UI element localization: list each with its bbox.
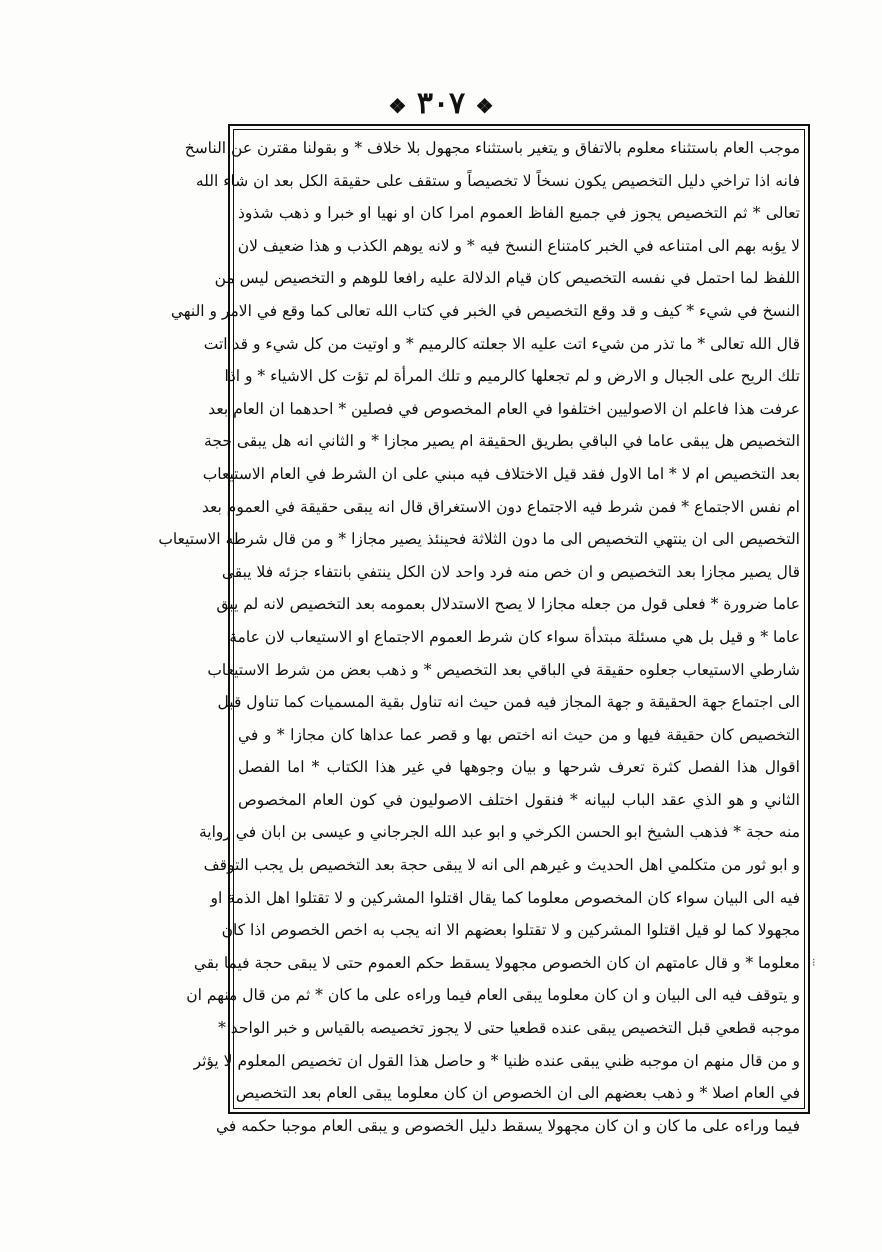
text-line: التخصيص هل يبقى عاما في الباقي بطريق الحقيقة ام يصير مجازا * و الثاني انه هل يبقى حجة: [204, 432, 800, 451]
text-line: الثاني و هو الذي عقد الباب لبيانه * فنقول اختلف الاصوليون في كون العام المخصوص: [238, 790, 800, 809]
text-line: النسخ في شيء * كيف و قد وقع التخصيص في الخبر في كتاب الله تعالى كما وقع في الامر و النهي: [170, 301, 800, 320]
text-line: بعد التخصيص ام لا * اما الاول فقد قيل الاختلاف فيه مبني على ان الشرط في العام الاستيعاب: [202, 464, 800, 483]
text-line: شارطي الاستيعاب جعلوه حقيقة في الباقي بعد التخصيص * و ذهب بعض من شرط الاستيعاب: [207, 660, 800, 679]
margin-mark: ⁝: [812, 956, 816, 969]
text-line: في العام اصلا * و ذهب بعضهم الى ان الخصوص ان كان معلوما يبقى العام بعد التخصيص: [235, 1084, 800, 1103]
text-line: التخصيص كان حقيقة فيها و من حيث انه اختص بها و قصر عما عداها كان مجازا * و في: [238, 725, 800, 744]
text-line: تلك الريح على الجبال و الارض و لم تجعلها كالرميم و تلك المرأة لم تؤت كل الاشياء * و اذا: [224, 367, 800, 386]
text-line: اللفظ لما احتمل في نفسه التخصيص كان قيام الدلالة عليه رافعا للوهم و التخصيص ليس من: [214, 269, 800, 288]
text-line: الى اجتماع جهة الحقيقة و جهة المجاز فيه فمن حيث انه تناول بقية المسميات كما تناول قبل: [217, 693, 800, 712]
text-line: قال الله تعالى * ما تذر من شيء اتت عليه الا جعلته كالرميم * و اوتيت من كل شيء و قد اتت: [203, 334, 800, 353]
body-text: [158, 128, 806, 1135]
text-line: عرفت هذا فاعلم ان الاصوليين اختلفوا في العام المخصوص في فصلين * احدهما ان العام بعد: [208, 399, 800, 418]
text-line: موجبه قطعي قبل التخصيص يبقى عنده قطعيا حتى لا يجوز تخصيصه بالقياس و خبر الواحد *: [218, 1019, 800, 1038]
text-line: منه حجة * فذهب الشيخ ابو الحسن الكرخي و ابو عبد الله الجرجاني و عيسى بن ابان في رواية: [198, 823, 800, 842]
text-line: ام نفس الاجتماع * فمن شرط فيه الاجتماع دون الاستغراق قال انه يبقى حقيقة في العموم بعد: [201, 497, 800, 516]
text-line: و يتوقف فيه الى البيان و ان كان معلوما يبقى العام فيما وراءه على ما كان * ثم من قال منهم ان: [186, 986, 800, 1005]
right-ornament-icon: ❖: [475, 94, 494, 118]
page-number-header: [0, 86, 882, 121]
text-line: فيما وراءه على ما كان و ان كان مجهولا يسقط دليل الخصوص و يبقى العام موجبا حكمه في: [215, 1116, 800, 1135]
text-line: موجب العام باستثناء معلوم بالاتفاق و يتغير باستثناء مجهول بلا خلاف * و بقولنا مقترن عن الناسخ: [184, 139, 800, 157]
text-line: فيه الى البيان سواء كان المخصوص معلوما كما يقال اقتلوا المشركين و لا تقتلوا اهل الذمة او: [210, 888, 800, 907]
text-line: مجهولا كما لو قيل اقتلوا المشركين و لا تقتلوا بعضهم الا انه يجب به اخص الخصوص اذا كان: [221, 921, 800, 940]
text-line: و ابو ثور من متكلمي اهل الحديث و غيرهم الى انه لا يبقى حجة بعد التخصيص بل يجب التوقف: [203, 856, 800, 875]
text-line: و من قال منهم ان موجبه ظني يبقى عنده ظنيا * و حاصل هذا القول ان تخصيص المعلوم لا يؤثر: [193, 1051, 800, 1070]
text-line: فانه اذا تراخي دليل التخصيص يكون نسخاً لا تخصيصاً و ستقف على حقيقة الكل بعد ان شاء الله: [195, 171, 800, 190]
text-line: معلوما * و قال عامتهم ان كان الخصوص مجهولا يسقط حكم العموم حتى لا يبقى حجة فيما بقي: [193, 953, 800, 972]
left-ornament-icon: ❖: [388, 94, 407, 118]
text-line: عاما ضرورة * فعلى قول من جعله مجازا لا يصح الاستدلال بعمومه بعد التخصيص لانه لم يبق: [216, 595, 800, 614]
text-line: عاما * و قيل بل هي مسئلة مبتدأة سواء كان شرط العموم الاجتماع او الاستيعاب لان عامة: [229, 627, 800, 646]
page-number: ٣٠٧: [416, 86, 466, 121]
text-line: لا يؤبه بهم الى امتناعه في الخبر كامتناع النسخ فيه * و لانه يوهم الكذب و هذا ضعيف لان: [237, 236, 800, 255]
text-line: اقوال هذا الفصل كثرة تعرف شرحها و بيان وجوهها في غير هذا الكتاب * اما الفصل: [238, 758, 800, 777]
text-line: التخصيص الى ان ينتهي التخصيص الى ما دون الثلاثة فحينئذ يصير مجازا * و من قال شرطه الاستيعاب: [158, 530, 800, 549]
text-line: قال يصير مجازا بعد التخصيص و ان خص منه فرد واحد لان الكل ينتفي بانتفاء جزئه فلا يبقى: [221, 562, 800, 581]
text-line: تعالى * ثم التخصيص يجوز في جميع الفاظ العموم امرا كان او نهيا او خبرا و ذهب شذوذ: [238, 204, 800, 223]
